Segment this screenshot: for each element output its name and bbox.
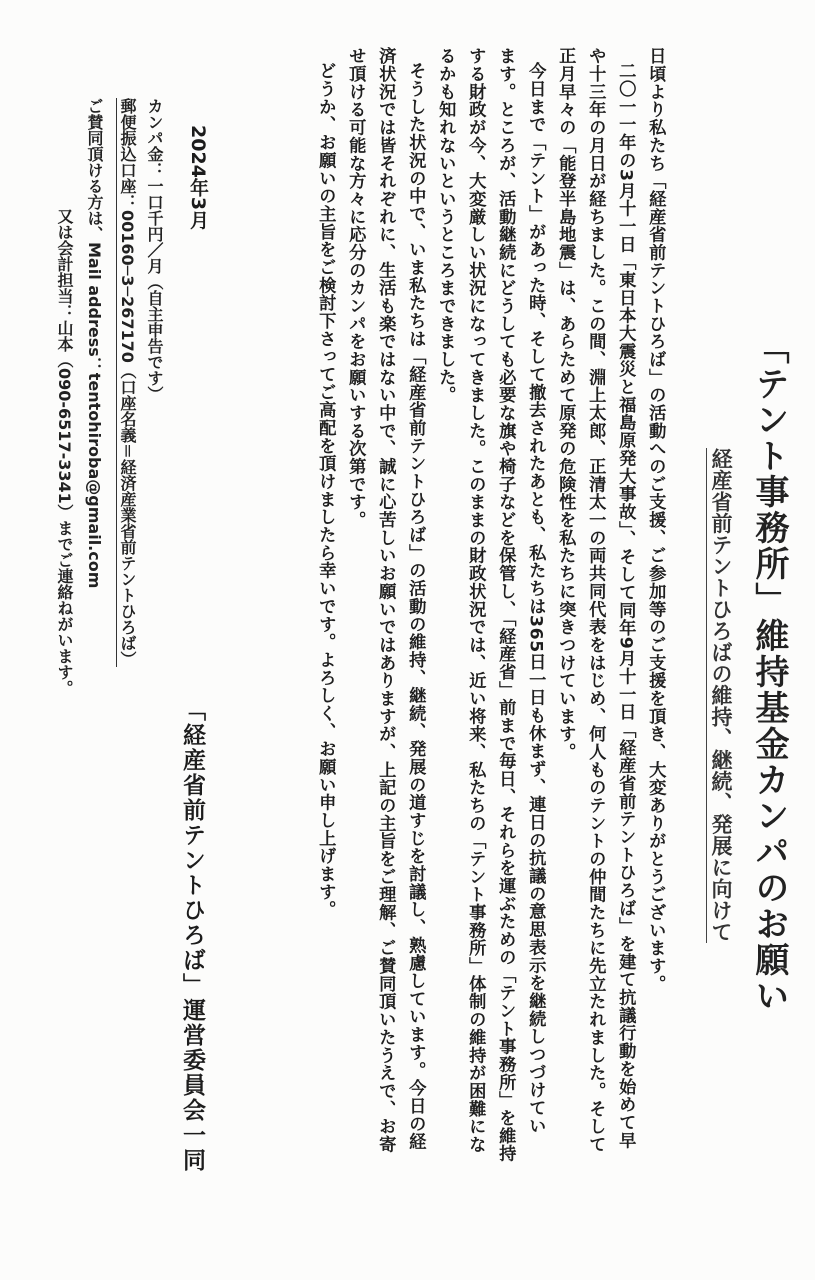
signature: 「経産省前テントひろば」運営委員会一同 — [179, 698, 205, 1173]
document-title: 「テント事務所」維持基金カンパのお願い — [749, 330, 789, 1014]
body-line-6: ます。ところが、活動継続にどうしても必要な旗や椅子などを保管し、「経産省」前まで毎日、それらを運ぶための「テント事務所」を維持 — [495, 47, 516, 1163]
body-line-12: どうか、お願いの主旨をご検討下さってご高配を頂けましたら幸いです。よろしく、お願い申し上げます。 — [315, 62, 336, 919]
body-line-10: 済状況では皆それぞれに、生活も楽ではない中で、誠に心苦しいお願いではありますが、上記の主旨をご理解、ご賛同頂いたうえで、お寄 — [375, 47, 396, 1154]
body-line-3: や十三年の月日が経ちました。この間、淵上太郎、正清太一の両共同代表をはじめ、何人ものテントの仲間たちに先立たれました。そして — [585, 47, 606, 1154]
body-line-1: 日頃より私たち「経産省前テントひろば」の活動へのご支援、ご参加等のご支援を頂き、大変ありがとうございます。 — [645, 47, 666, 993]
body-line-8: るかも知れないというところまできました。 — [435, 47, 456, 404]
body-line-5: 今日まで「テント」があった時、そして撤去されたあとも、私たちは365日一日も休まず、連日の抗議の意思表示を継続しつづけてい — [525, 62, 546, 1135]
body-line-4: 正月早々の「能登半島地震」は、あらためて原発の危険性を私たちに突きつけています。 — [555, 47, 576, 761]
body-line-9: そうした状況の中で、いま私たちは「経産省前テントひろば」の活動の維持、継続、発展の道すじを討議し、熟慮しています。今日の経 — [405, 62, 426, 1151]
postal-account: 郵便振込口座：00160─3─267170（口座名義＝経済産業省前テントひろば） — [118, 98, 137, 667]
body-line-11: せ頂ける可能な方々に応分のカンパをお願いする次第です。 — [345, 47, 366, 529]
body-line-2: 二〇一一年の3月十一日「東日本大震災と福島原発大事故」、そして同年9月十一日「経産省前テントひろば」を建て抗議行動を始めて早 — [615, 62, 636, 1149]
document-subtitle: 経産省前テントひろばの維持、継続、発展に向けて — [706, 448, 731, 943]
contact-mail: ご賛同頂ける方は、Mail address：tentohiroba@gmail.com — [85, 98, 104, 589]
contact-phone: 又は会計担当：山本（090-6517-3341）までご連絡ねがいます。 — [55, 208, 74, 696]
body-line-7: する財政が今、大変厳しい状況になってきました。このままの財政状況では、近い将来、私たちの「テント事務所」体制の維持が困難にな — [465, 47, 486, 1154]
issue-date: 2024年3月 — [187, 125, 209, 230]
donation-amount: カンパ金：一口千円／月（自主申告です） — [145, 98, 164, 402]
